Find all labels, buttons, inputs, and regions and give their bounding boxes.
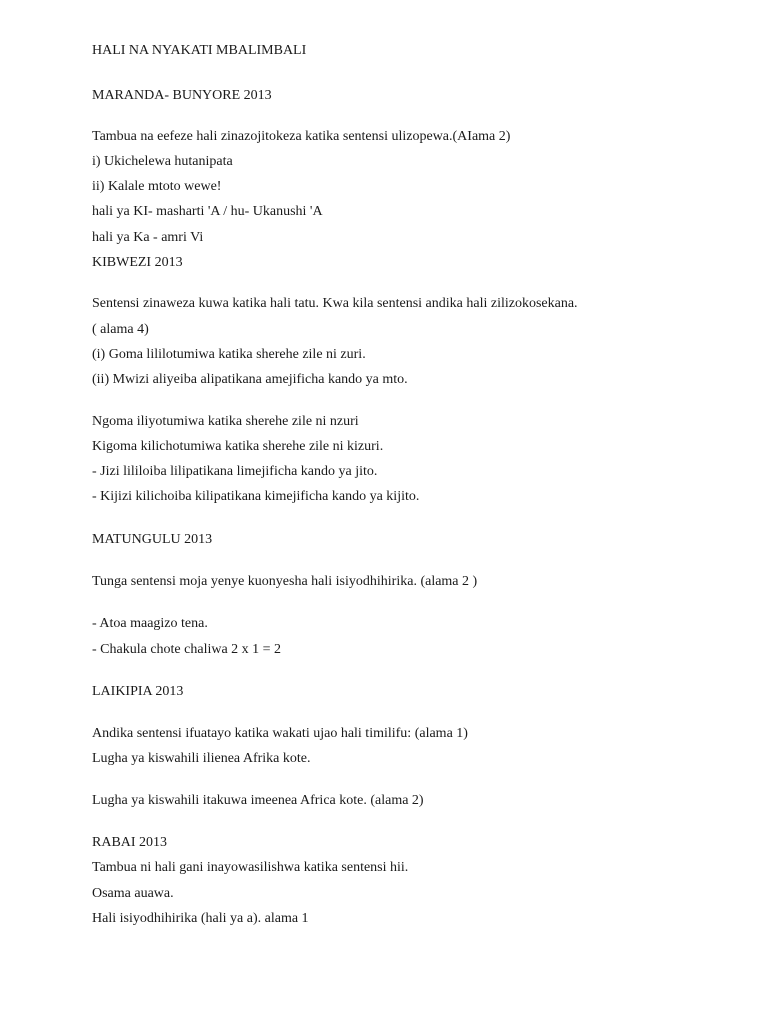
answer-text: hali ya KI- masharti 'A / hu- Ukanushi 'A (92, 204, 323, 219)
section-heading-laikipia: LAIKIPIA 2013 (92, 684, 184, 699)
answer-text: Lugha ya kiswahili itakuwa imeenea Africa kote. (alama 2) (92, 793, 424, 808)
answer-text: Hali isiyodhihirika (hali ya a). alama 1 (92, 911, 309, 926)
question-item: ii) Kalale mtoto wewe! (92, 179, 222, 194)
answer-text: - Chakula chote chaliwa 2 x 1 = 2 (92, 642, 282, 657)
question-sentence: Osama auawa. (92, 886, 174, 901)
document-title: HALI NA NYAKATI MBALIMBALI (92, 43, 307, 58)
question-marks: ( alama 4) (92, 322, 149, 337)
answer-text: Ngoma iliyotumiwa katika sherehe zile ni nzuri (92, 414, 359, 429)
answer-text: Kigoma kilichotumiwa katika sherehe zile ni kizuri. (92, 439, 384, 454)
question-text: Tunga sentensi moja yenye kuonyesha hali isiyodhihirika. (alama 2 ) (92, 574, 478, 589)
answer-text: - Atoa maagizo tena. (92, 616, 208, 631)
section-heading-rabai: RABAI 2013 (92, 835, 168, 850)
question-item: i) Ukichelewa hutanipata (92, 154, 233, 169)
question-item: (ii) Mwizi aliyeiba alipatikana amejificha kando ya mto. (92, 372, 408, 387)
question-sentence: Lugha ya kiswahili ilienea Afrika kote. (92, 751, 311, 766)
question-text: Tambua ni hali gani inayowasilishwa katika sentensi hii. (92, 860, 409, 875)
question-item: (i) Goma lililotumiwa katika sherehe zile ni zuri. (92, 347, 366, 362)
question-text: Tambua na eefeze hali zinazojitokeza katika sentensi ulizopewa.(AIama 2) (92, 129, 511, 144)
answer-text: - Jizi lililoiba lilipatikana limejificha kando ya jito. (92, 464, 378, 479)
question-text: Andika sentensi ifuatayo katika wakati ujao hali timilifu: (alama 1) (92, 726, 468, 741)
section-heading-matungulu: MATUNGULU 2013 (92, 532, 213, 547)
answer-text: - Kijizi kilichoiba kilipatikana kimejificha kando ya kijito. (92, 489, 420, 504)
section-heading-kibwezi: KIBWEZI 2013 (92, 255, 183, 270)
answer-text: hali ya Ka - amri Vi (92, 230, 204, 245)
section-heading-maranda: MARANDA- BUNYORE 2013 (92, 88, 272, 103)
question-text: Sentensi zinaweza kuwa katika hali tatu. Kwa kila sentensi andika hali zilizokosekana. (92, 296, 578, 311)
